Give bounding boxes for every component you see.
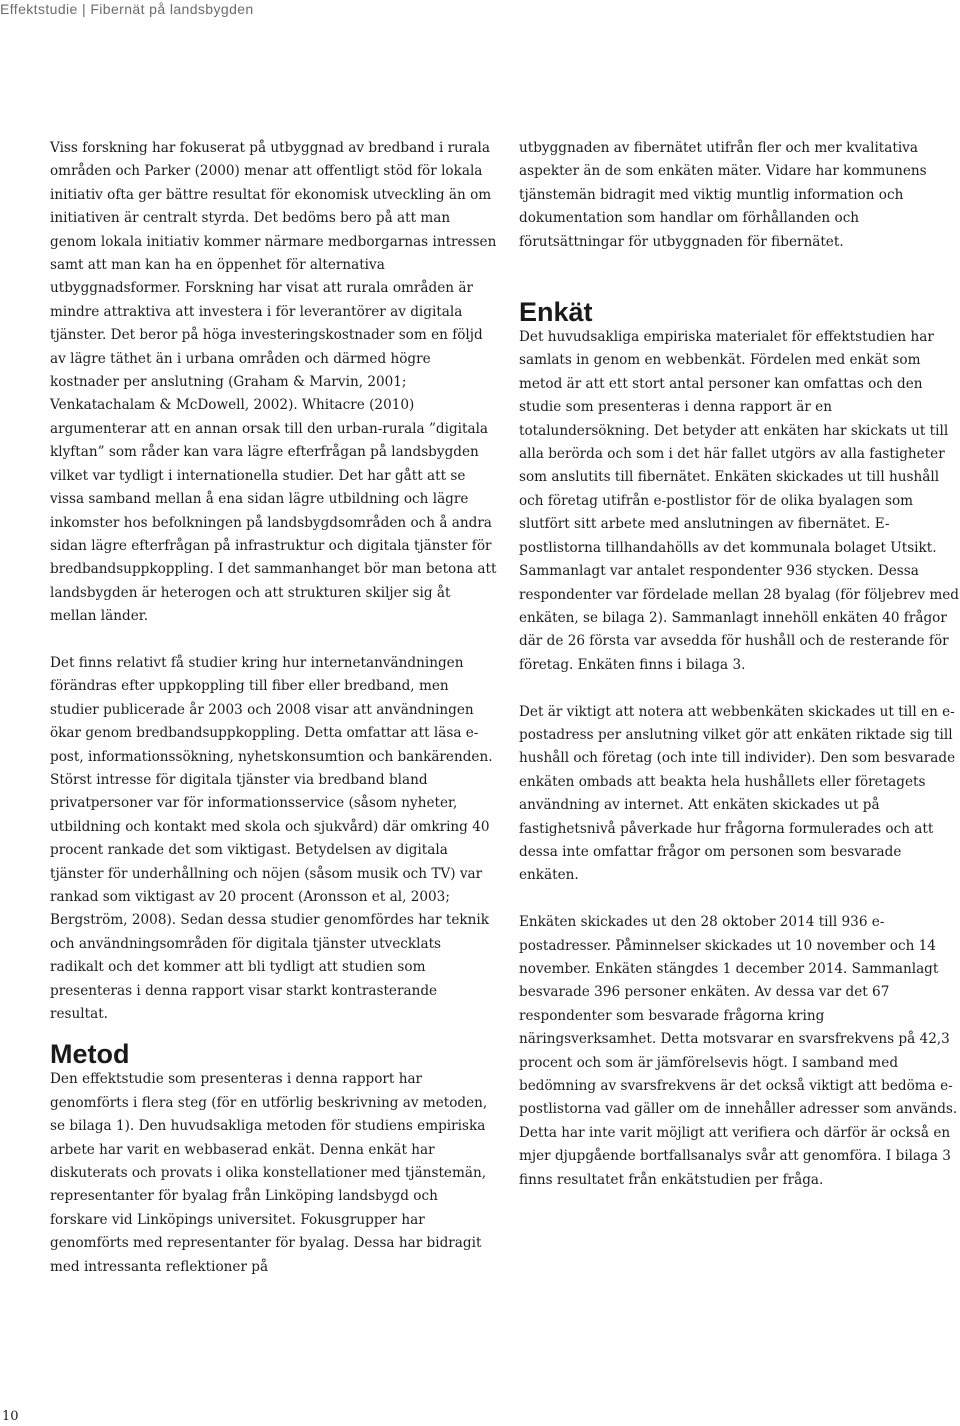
running-header: Effektstudie | Fibernät på landsbygden <box>0 1 254 17</box>
body-paragraph: Enkäten skickades ut den 28 oktober 2014 till 936 e-postadresser. Påminnelser skickades ut 10 november och 14 november. Enkäten stängdes 1 december 2014. Sammanlagt besvarade 396 personer enkäten. Av dessa var det 67 respondenter som besvarade frågorna kring näringsverksamhet. Detta motsvarar en svarsfrekvens på 42,3 procent och som är jämförelsevis högt. I samband med bedömning av svarsfrekvens är det också viktigt att bedöma e-postlistorna vad gäller om de innehåller adresser som används. Detta har inte varit möjligt att verifiera och därför är också en mjer djupgående bortfallsanalys svår att genomföra. I bilaga 3 finns resultatet från enkätstudien per fråga. <box>519 914 958 1188</box>
body-paragraph: Det finns relativt få studier kring hur internetanvändningen förändras efter uppkoppling till fiber eller bredband, men studier publicerade år 2003 och 2008 visar att användningen ökar genom bredbandsuppkoppling. Detta omfattar att läsa e-post, informationssökning, nyhetskonsumtion och bankärenden. Störst intresse för digitala tjänster via bredband bland privatpersoner var för informationsservice (såsom nyheter, utbildning och kontakt med skola och sjukvård) där omkring 40 procent rankade det som viktigast. Betydelsen av digitala tjänster för underhållning och nöjen (såsom musik och TV) var rankad som viktigast av 20 procent (Aronsson et al, 2003; Bergström, 2008). Sedan dessa studier genomfördes har teknik och användningsområden för digitala tjänster utvecklats radikalt och det kommer att bli tydligt att studien som presenteras i denna rapport visar starkt kontrasterande resultat. <box>50 654 493 1023</box>
section-heading-metod: Metod <box>50 1039 130 1070</box>
body-paragraph: utbyggnaden av fibernätet utifrån fler och mer kvalitativa aspekter än de som enkäten mäter. Vidare har kommunens tjänstemän bidragit med viktig muntlig information och dokumentation som handlar om förhållanden och förutsättningar för utbyggnaden för fibernätet. <box>519 140 927 250</box>
page-number: 10 <box>2 1409 19 1424</box>
body-paragraph: Det är viktigt att notera att webbenkäten skickades ut till en e-postadress per anslutning vilket gör att enkäten riktade sig till hushåll och företag (och inte till individer). Den som besvarade enkäten ombads att beakta hela hushållets eller företagets användning av internet. Att enkäten skickades ut på fastighetsnivå påverkade hur frågorna formulerades och att dessa inte omfattar frågor om personen som besvarade enkäten. <box>519 703 956 884</box>
body-paragraph: Den effektstudie som presenteras i denna rapport har genomförts i flera steg (för en utförlig beskrivning av metoden, se bilaga 1). Den huvudsakliga metoden för studiens empiriska arbete har varit en webbaserad enkät. Denna enkät har diskuterats och provats i olika konstellationer med tjänstemän, representanter för byalag från Linköping landsbygd och forskare vid Linköpings universitet. Fokusgrupper har genomförts med representanter för byalag. Dessa har bidragit med intressanta reflektioner på <box>50 1071 488 1275</box>
section-heading-enkat: Enkät <box>519 297 593 328</box>
body-paragraph: Det huvudsakliga empiriska materialet för effektstudien har samlats in genom en webbenkät. Fördelen med enkät som metod är att ett stort antal personer kan omfattas och den studie som presenteras i denna rapport är en totalundersökning. Det betyder att enkäten har skickats ut till alla berörda och som i det här fallet utgörs av alla fastigheter som anslutits till fibernätet. Enkäten skickades ut till hushåll och företag utifrån e-postlistor för de olika byalagen som slutfört sitt arbete med anslutningen av fibernätet. E-postlistorna tillhandahölls av det kommunala bolaget Utsikt. Sammanlagt var antalet respondenter 936 stycken. Dessa respondenter var fördelade mellan 28 byalag (för följebrev med enkäten, se bilaga 2). Sammanlagt innehöll enkäten 40 frågor där de 26 första var avsedda för hushåll och de resterande för företag. Enkäten finns i bilaga 3. <box>519 329 960 673</box>
body-paragraph: Viss forskning har fokuserat på utbyggnad av bredband i rurala områden och Parker (2000) menar att offentligt stöd för lokala initiativ ofta ger bättre resultat för ekonomisk utveckling än om initiativen är centralt styrda. Det bedöms bero på att man genom lokala initiativ kommer närmare medborgarnas intressen samt att man kan ha en öppenhet för alternativa utbyggnadsformer. Forskning har visat att rurala områden är mindre attraktiva att investera i för leverantörer av digitala tjänster. Det beror på höga investeringskostnader som en följd av lägre täthet än i urbana områden och därmed högre kostnader per anslutning (Graham & Marvin, 2001; Venkatachalam & McDowell, 2002). Whitacre (2010) argumenterar att en annan orsak till den urban-rurala ”digitala klyftan” som råder kan vara lägre efterfrågan på landsbygden vilket var tydligt i internationella studier. Det har gått att se vissa samband mellan å ena sidan lägre utbildning och lägre inkomster hos befolkningen på landsbygdsområden och å andra sidan lägre efterfrågan på infrastruktur och digitala tjänster för bredbandsuppkoppling. I det sammanhanget bör man betona att landsbygden är heterogen och att strukturen skiljer sig åt mellan länder. <box>50 140 497 625</box>
left-column <box>50 137 498 1279</box>
right-column <box>519 137 960 1192</box>
